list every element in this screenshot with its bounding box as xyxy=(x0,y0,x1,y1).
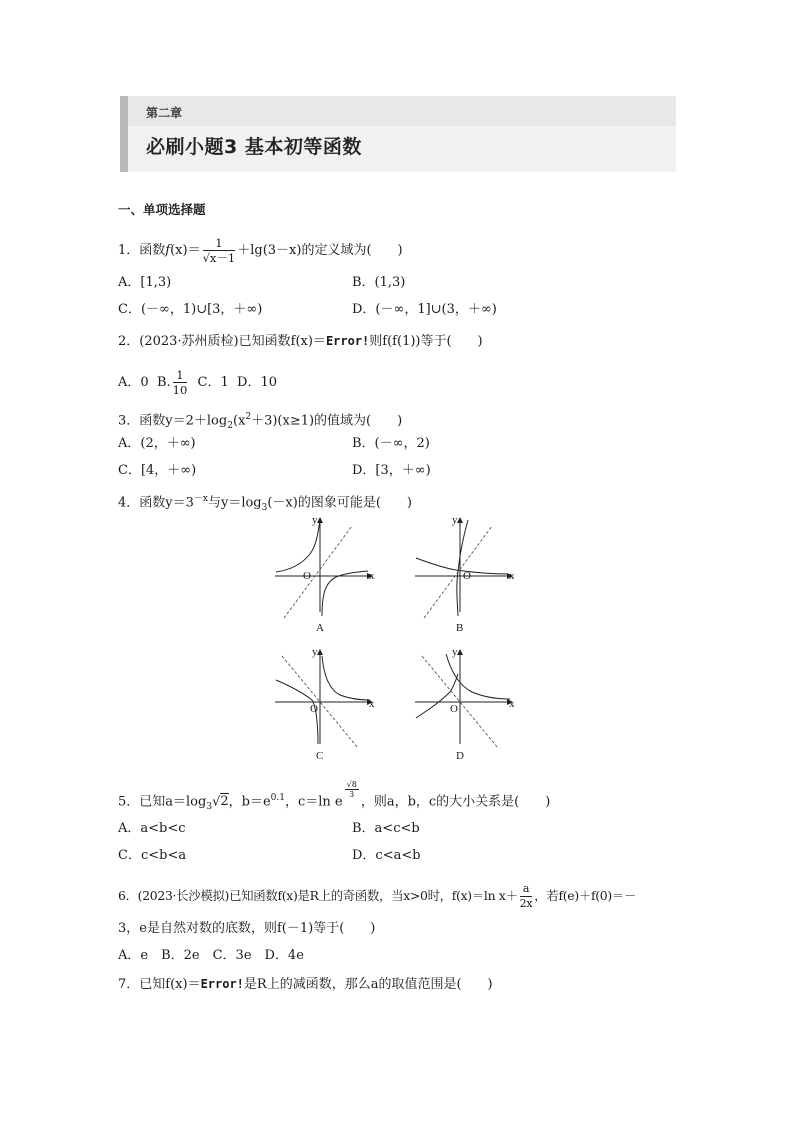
q2-post: 则f(f(1))等于( ) xyxy=(369,334,483,349)
graph-d-x-label: x xyxy=(509,698,515,710)
q2-b-num: 1 xyxy=(173,368,188,383)
q1-option-a: A．[1,3) xyxy=(118,275,172,290)
q3-sub: 2 xyxy=(227,420,233,431)
graph-c-origin: O xyxy=(310,703,318,715)
q1-den-text: x－1 xyxy=(209,251,236,265)
q4-sub: 3 xyxy=(261,502,268,513)
q2-option-a: A．0 xyxy=(118,375,149,390)
graph-a-exp xyxy=(276,520,320,572)
q2-option-c: C．1 xyxy=(197,375,229,390)
q1-post: ＋lg(3－x)的定义域为( ) xyxy=(237,243,403,258)
graph-b-y-label: y xyxy=(452,514,458,526)
q1-option-d: D．(－∞，1]∪(3，＋∞) xyxy=(352,302,497,317)
page-title: 必刷小题3 基本初等函数 xyxy=(146,136,362,158)
question-1 xyxy=(118,236,403,265)
q1-pre: 1．函数 xyxy=(118,243,166,258)
q1-option-c: C．(－∞，1)∪[3，＋∞) xyxy=(118,302,263,317)
q5-option-b: B．a<c<b xyxy=(352,821,420,836)
q5-exponent-frac xyxy=(345,780,359,799)
q6-options: A．e B．2e C．3e D．4e xyxy=(118,948,304,963)
question-2 xyxy=(118,333,483,350)
q5-mid2: ，c＝ln e xyxy=(284,794,343,810)
q5-exp-den: 3 xyxy=(349,790,355,799)
question-6 xyxy=(118,882,636,911)
graph-b xyxy=(415,518,512,618)
q2-option-d: D．10 xyxy=(237,375,277,390)
q5-option-c: C．c<b<a xyxy=(118,848,187,863)
q5-sqrt-val: 2 xyxy=(220,794,229,810)
q7-pre: 7．已知f(x)＝ xyxy=(118,977,201,992)
q2-option-b-pre: B. xyxy=(156,375,171,390)
graph-c-y-label: y xyxy=(312,646,318,658)
graph-c xyxy=(275,650,372,748)
q2-error: Error! xyxy=(325,334,370,348)
q6-pre: 6．(2023·长沙模拟)已知函数f(x)是R上的奇函数，当x>0时，f(x)＝ln x＋ xyxy=(118,888,518,903)
q2-options xyxy=(118,368,277,397)
question-5 xyxy=(118,780,551,815)
graph-a-log xyxy=(322,571,368,616)
q5-pre: 5．已知a＝log xyxy=(118,794,207,810)
graph-d-label: D xyxy=(456,750,464,762)
graph-b-origin: O xyxy=(463,570,471,582)
q5-option-d: D．c<a<b xyxy=(352,848,421,863)
q2-option-b-frac xyxy=(173,368,188,397)
graph-a-label: A xyxy=(316,622,324,634)
q3-mid: (x xyxy=(232,413,246,429)
graph-a-origin: O xyxy=(303,570,311,582)
q5-sqrt: √2 xyxy=(212,794,229,810)
graph-a-diag xyxy=(284,526,352,618)
q6-line2: 3，e是自然对数的底数，则f(－1)等于( ) xyxy=(118,921,376,936)
q3-option-c: C．[4，＋∞) xyxy=(118,463,197,478)
q1-den: √x－1 xyxy=(202,251,236,265)
q1-fx: f xyxy=(165,243,171,258)
q4-pre: 4．函数y＝3 xyxy=(118,495,194,511)
graph-b-label: B xyxy=(456,622,464,634)
q1-fraction xyxy=(203,236,236,265)
graph-c-label: C xyxy=(316,750,324,762)
q6-num: a xyxy=(520,882,533,897)
graph-a xyxy=(275,518,372,618)
q5-post: ，则a，b，c的大小关系是( ) xyxy=(360,794,551,810)
q4-graphs xyxy=(270,512,530,768)
q3-post: ＋3)(x≥1)的值域为( ) xyxy=(251,413,403,429)
q5-exp-num-val: 8 xyxy=(351,780,357,789)
q2-fx: f(x)＝ xyxy=(290,334,326,349)
graph-a-x-label: x xyxy=(369,570,375,582)
q7-post: 是R上的减函数，那么a的取值范围是( ) xyxy=(243,977,493,992)
q3-option-a: A．(2，＋∞) xyxy=(118,436,196,451)
q4-post: (－x)的图象可能是( ) xyxy=(267,495,412,511)
q2-pre: 2．(2023·苏州质检)已知函数 xyxy=(118,334,291,349)
header-top-strip xyxy=(128,96,676,126)
graph-d-y-label: y xyxy=(452,646,458,658)
graph-b-x-label: x xyxy=(509,570,515,582)
section-title: 一、单项选择题 xyxy=(118,202,206,217)
q3-option-b: B．(－∞，2) xyxy=(352,436,430,451)
graph-a-y-label: y xyxy=(312,514,318,526)
q2-b-den: 10 xyxy=(172,383,188,397)
question-7 xyxy=(118,976,493,993)
chapter-label: 第二章 xyxy=(146,106,183,120)
q5-sup1: 0.1 xyxy=(270,793,285,803)
q5-option-a: A．a<b<c xyxy=(118,821,186,836)
q1-option-b: B．(1,3) xyxy=(352,275,406,290)
q6-den: 2x xyxy=(519,897,533,910)
q3-option-d: D．[3，＋∞) xyxy=(352,463,431,478)
graph-d xyxy=(415,650,512,748)
q3-pre: 3．函数y＝2＋log xyxy=(118,413,228,429)
graph-c-exp xyxy=(322,656,370,700)
graph-d-exp xyxy=(446,654,510,699)
q5-mid1: ，b＝e xyxy=(228,794,271,810)
q4-sup: －x xyxy=(193,494,208,504)
graph-c-x-label: x xyxy=(369,698,375,710)
q5-exp-num: √8 xyxy=(346,780,357,789)
q6-fraction xyxy=(520,882,533,911)
q1-num: 1 xyxy=(203,236,236,251)
q3-sup: 2 xyxy=(245,412,252,422)
header-accent-bar xyxy=(120,96,128,172)
q1-paren: (x)＝ xyxy=(170,243,201,258)
q6-post: ，若f(e)＋f(0)＝－ xyxy=(534,888,637,903)
graph-d-origin: O xyxy=(450,703,458,715)
q7-error: Error! xyxy=(200,977,244,991)
graph-b-exp xyxy=(416,558,508,574)
question-3 xyxy=(118,409,402,434)
q4-mid: 与y＝log xyxy=(207,495,262,511)
q5-sub: 3 xyxy=(206,801,213,812)
graph-b-log xyxy=(457,520,468,616)
